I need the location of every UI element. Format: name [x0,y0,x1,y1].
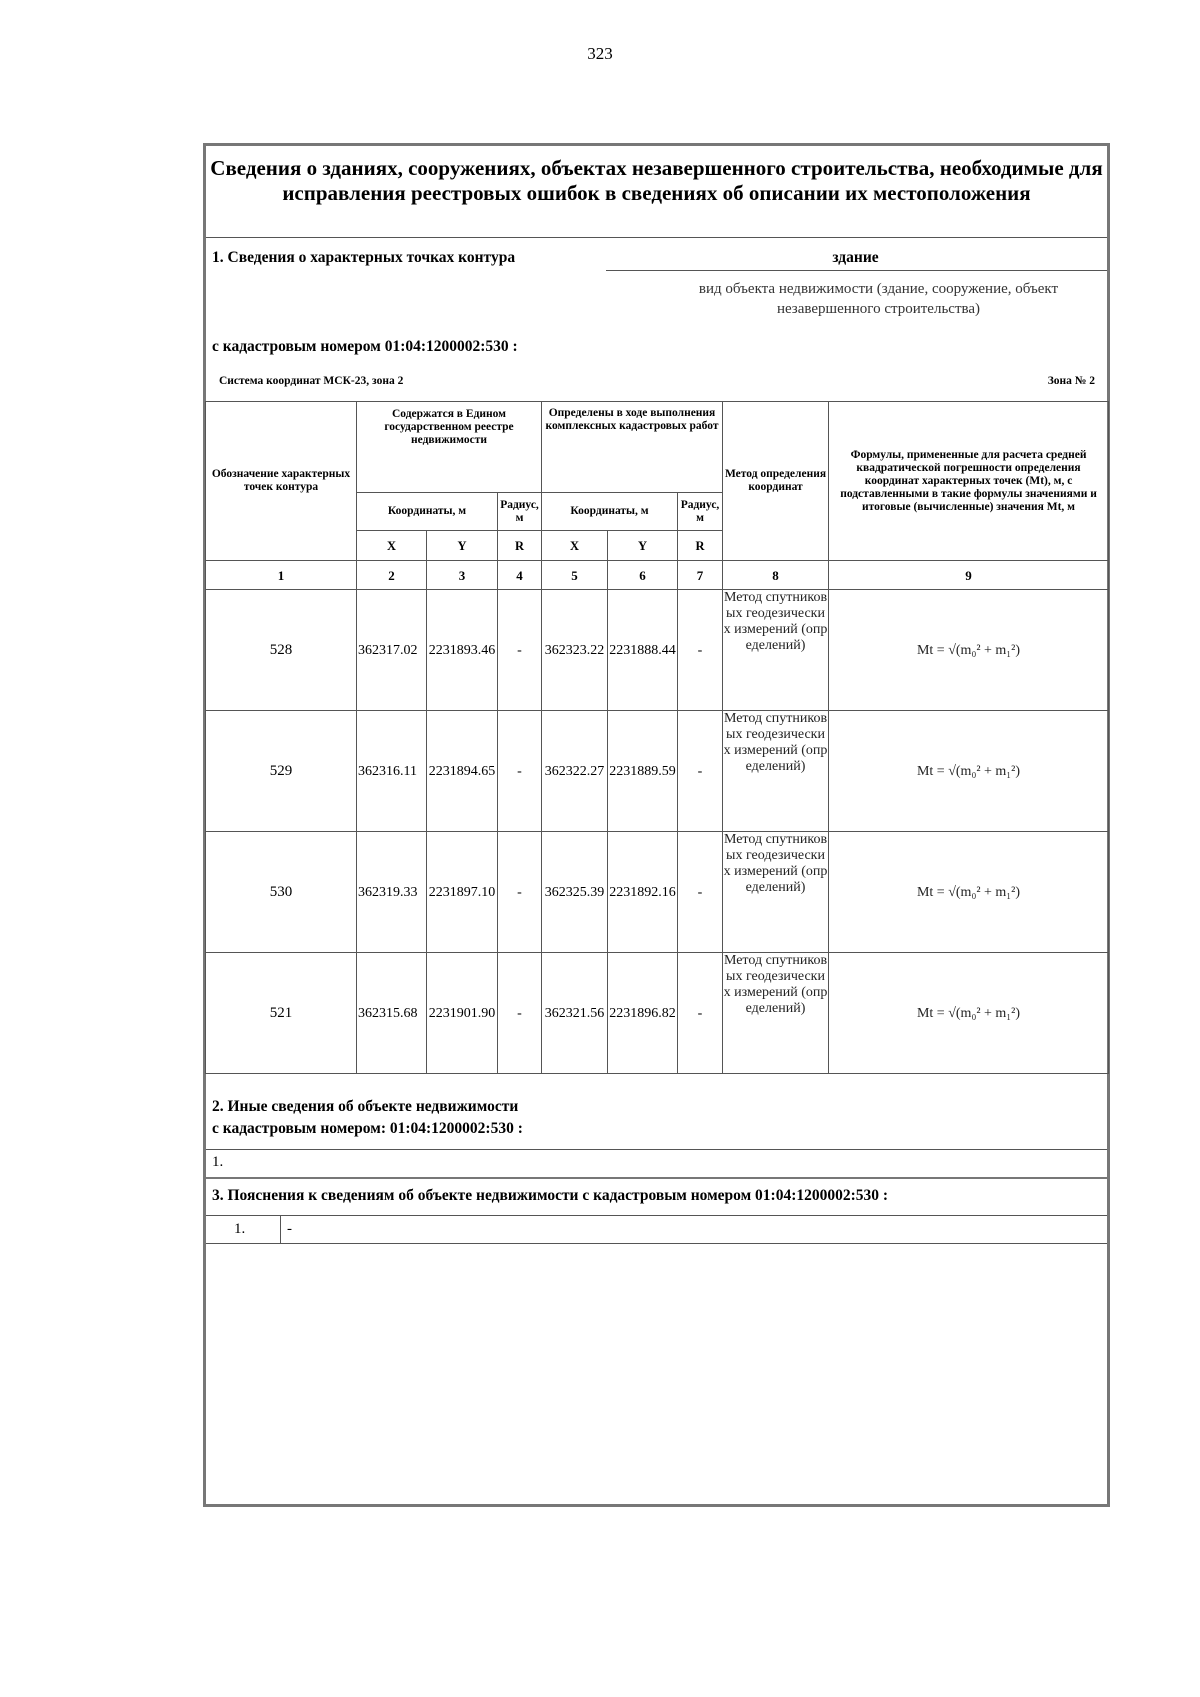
y-complex: 2231896.82 [608,953,678,1074]
col-number: 4 [498,561,542,590]
r-complex: - [678,711,723,832]
header-y-egrn: Y [427,531,498,561]
table-row [206,590,1109,711]
x-egrn: 362319.33 [357,832,427,953]
col-number: 2 [357,561,427,590]
method: Метод спутниковых геодезических измерений (определений) [723,832,829,953]
document-title: Сведения о зданиях, сооружениях, объектах незавершенного строительства, необходимые для исправления реестровых ошибок в сведениях об описании их местоположения [206,146,1107,238]
col-number: 7 [678,561,723,590]
y-complex: 2231888.44 [608,590,678,711]
header-radius-complex: Радиус, м [678,493,723,531]
formula: Mt = √(m₀² + m₁²) [829,711,1109,832]
x-egrn: 362316.11 [357,711,427,832]
table-row [206,711,1109,832]
coord-system: Система координат МСК-23, зона 2 [219,375,404,387]
x-egrn: 362315.68 [357,953,427,1074]
col-number: 5 [542,561,608,590]
r-egrn: - [498,953,542,1074]
section2-line1: 2. Иные сведения об объекте недвижимости [212,1098,519,1115]
r-egrn: - [498,832,542,953]
x-egrn: 362317.02 [357,590,427,711]
r-complex: - [678,832,723,953]
col-number: 3 [427,561,498,590]
header-r-complex: R [678,531,723,561]
x-complex: 362321.56 [542,953,608,1074]
header-designation: Обозначение характерных точек контура [206,402,357,561]
object-type-hint: вид объекта недвижимости (здание, сооружение, объект незавершенного строительства) [698,281,1059,317]
point-id: 521 [206,953,357,1074]
page-number: 323 [587,44,613,63]
section1-cadastral: с кадастровым номером 01:04:1200002:530 : [212,338,518,355]
r-egrn: - [498,590,542,711]
header-formulas: Формулы, примененные для расчета средней квадратической погрешности определения координат характерных точек (Mt), м, с подставленными в такие формулы значениями и итоговые (вычисленные) значения Mt, м [829,402,1109,561]
header-coords-egrn: Координаты, м [357,493,498,531]
point-id: 529 [206,711,357,832]
header-x-complex: X [542,531,608,561]
section3-item-number: 1. [234,1221,246,1237]
formula: Mt = √(m₀² + m₁²) [829,590,1109,711]
formula: Mt = √(m₀² + m₁²) [829,832,1109,953]
r-complex: - [678,590,723,711]
object-type: здание [832,249,879,266]
header-complex: Определены в ходе выполнения комплексных кадастровых работ [542,402,723,493]
document-frame [203,143,1110,1507]
x-complex: 362325.39 [542,832,608,953]
header-x-egrn: X [357,531,427,561]
section1-label: 1. Сведения о характерных точках контура [212,249,516,266]
y-egrn: 2231893.46 [427,590,498,711]
col-number: 6 [608,561,678,590]
x-complex: 362322.27 [542,711,608,832]
header-r-egrn: R [498,531,542,561]
header-method: Метод определения координат [723,402,829,561]
section2-line2: с кадастровым номером: 01:04:1200002:530 : [212,1120,523,1137]
y-egrn: 2231894.65 [427,711,498,832]
x-complex: 362323.22 [542,590,608,711]
col-number: 8 [723,561,829,590]
point-id: 528 [206,590,357,711]
y-egrn: 2231901.90 [427,953,498,1074]
points-table [205,401,1109,1074]
y-complex: 2231889.59 [608,711,678,832]
point-id: 530 [206,832,357,953]
section3-label: 3. Пояснения к сведениям об объекте недвижимости с кадастровым номером 01:04:1200002:530 : [212,1187,889,1204]
col-number: 1 [206,561,357,590]
method: Метод спутниковых геодезических измерений (определений) [723,711,829,832]
r-egrn: - [498,711,542,832]
section2-heading [212,1096,523,1140]
table-row [206,832,1109,953]
col-number: 9 [829,561,1109,590]
header-coords-complex: Координаты, м [542,493,678,531]
table-row [206,953,1109,1074]
header-radius-egrn: Радиус, м [498,493,542,531]
header-y-complex: Y [608,531,678,561]
y-complex: 2231892.16 [608,832,678,953]
section3-item-text: - [287,1221,292,1237]
header-egrn: Содержатся в Едином государственном реестре недвижимости [357,402,542,493]
y-egrn: 2231897.10 [427,832,498,953]
method: Метод спутниковых геодезических измерений (определений) [723,953,829,1074]
r-complex: - [678,953,723,1074]
formula: Mt = √(m₀² + m₁²) [829,953,1109,1074]
method: Метод спутниковых геодезических измерений (определений) [723,590,829,711]
zone-label: Зона № 2 [1047,375,1095,387]
section2-item: 1. [212,1154,224,1170]
